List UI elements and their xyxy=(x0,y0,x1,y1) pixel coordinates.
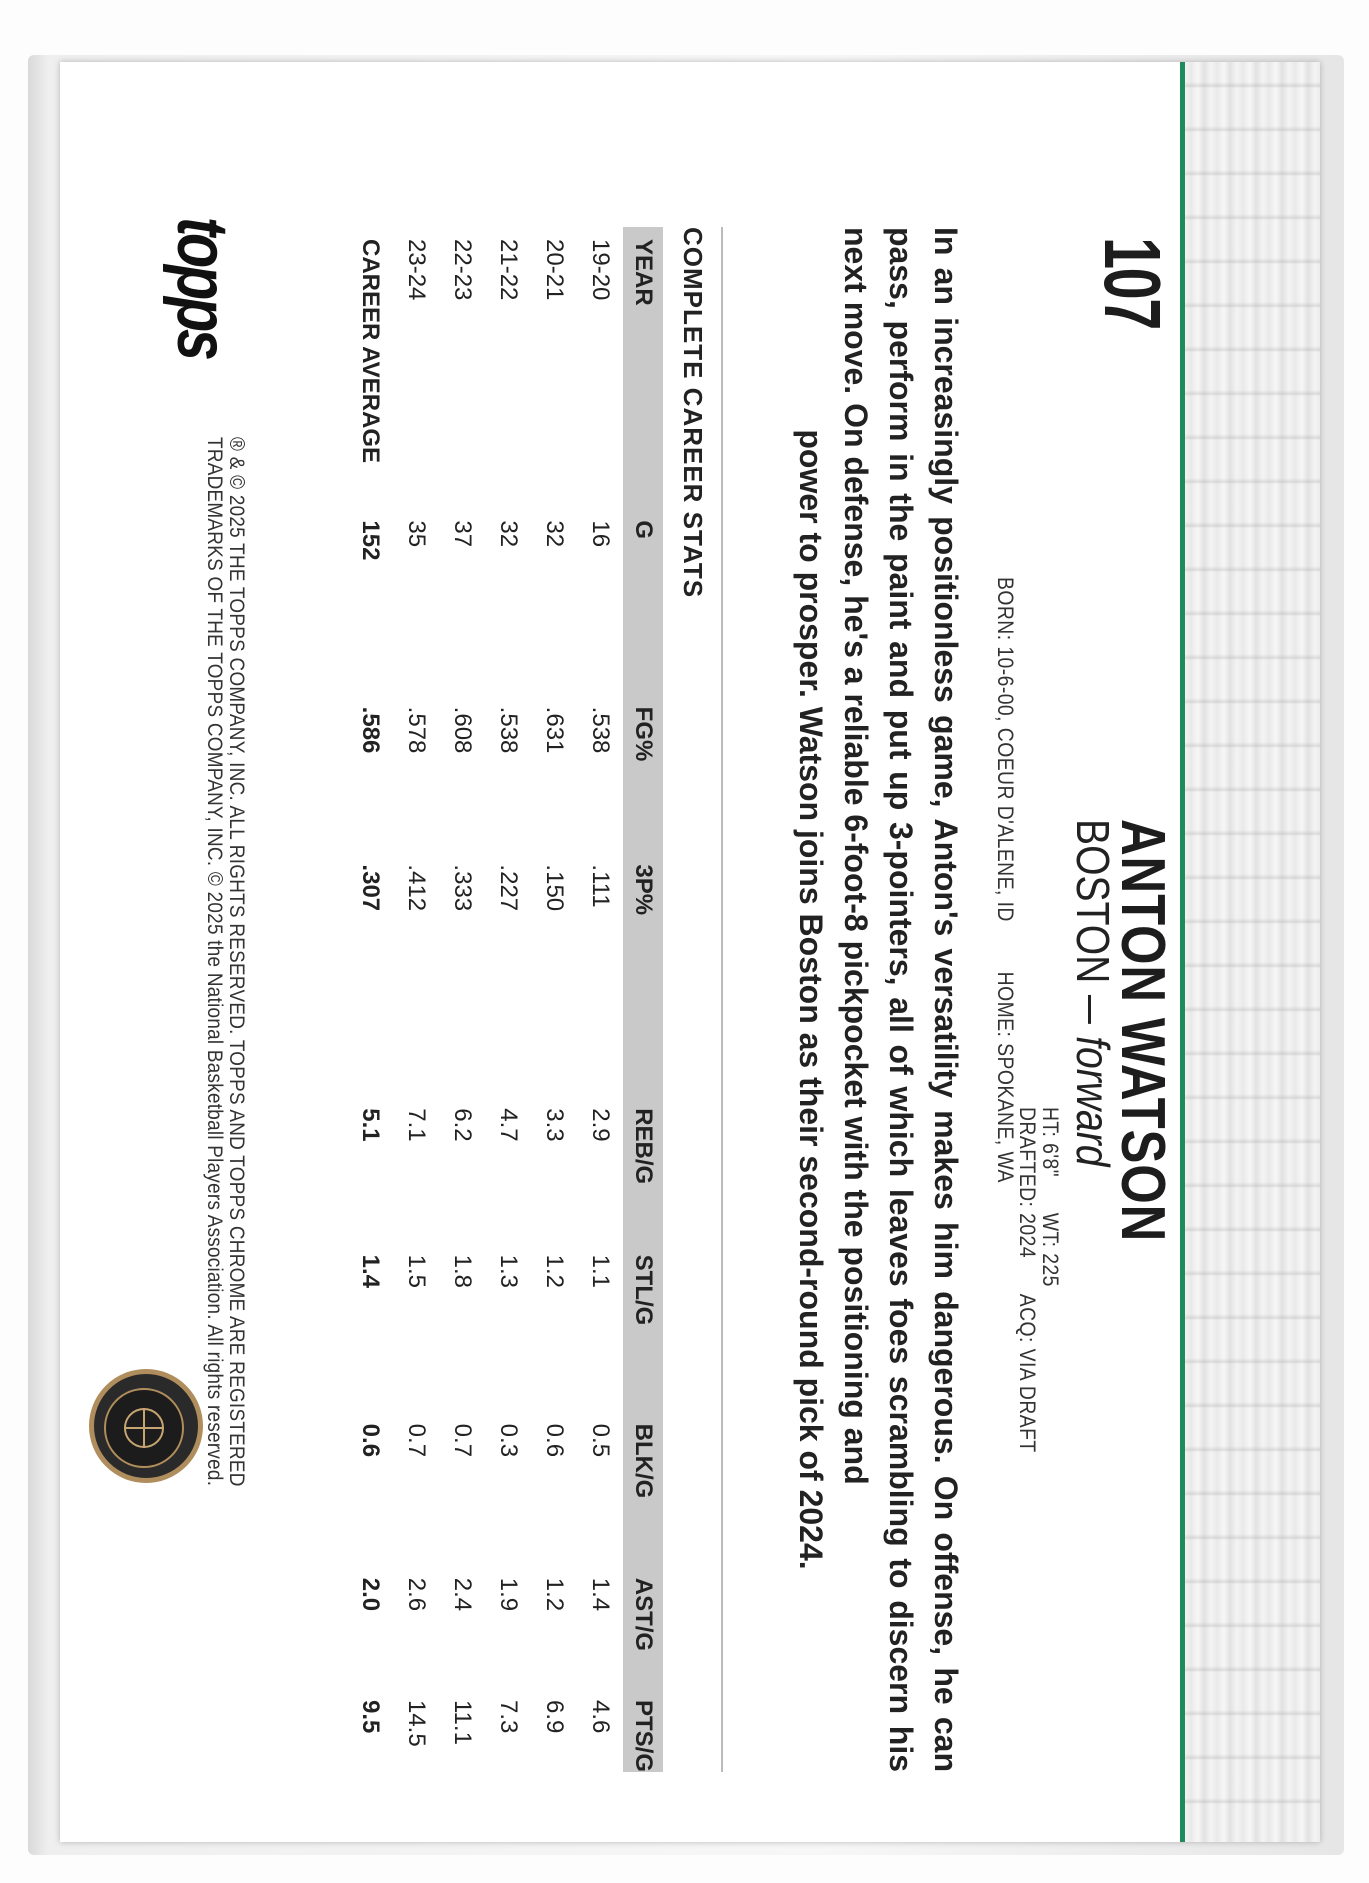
cell: 2.6 xyxy=(403,1577,430,1612)
cell: 32 xyxy=(495,520,522,548)
seal-inner-ring xyxy=(104,1388,184,1468)
cell: 7.3 xyxy=(495,1699,522,1734)
cell: 37 xyxy=(449,520,476,548)
cell: 1.5 xyxy=(403,1254,430,1289)
cell: 1.9 xyxy=(495,1577,522,1612)
header-pts: PTS/G xyxy=(623,1688,663,1772)
cell: 7.1 xyxy=(403,1108,430,1142)
header-year: YEAR xyxy=(623,227,663,508)
wood-grain-border xyxy=(1185,62,1320,1842)
cell: .631 xyxy=(541,706,568,754)
header-blk: BLK/G xyxy=(623,1412,663,1566)
cell: 5.1 xyxy=(357,1108,384,1142)
separator-dash xyxy=(1088,995,1091,1024)
cell: 152 xyxy=(357,520,384,561)
cell: 1.8 xyxy=(449,1254,476,1289)
basketball-icon xyxy=(124,1408,164,1448)
header-g: G xyxy=(623,508,663,694)
stats-divider xyxy=(721,227,723,1772)
cell: 4.7 xyxy=(495,1108,522,1142)
cell: .538 xyxy=(495,706,522,754)
cell: 1.2 xyxy=(541,1254,568,1289)
career-stats-table xyxy=(347,227,663,1772)
stats-header-row xyxy=(623,227,663,1772)
cell: 0.3 xyxy=(495,1423,522,1458)
player-description xyxy=(788,227,968,1772)
cell: .608 xyxy=(449,706,476,754)
topps-logo: topps xyxy=(162,217,242,358)
bio-height: HT: 6'8" xyxy=(1038,1107,1063,1178)
header-reb: REB/G xyxy=(623,1096,663,1242)
bio-line-3 xyxy=(992,577,1018,1227)
player-name: ANTON WATSON xyxy=(1108,819,1177,1243)
cell: 3.3 xyxy=(541,1108,568,1142)
header-stl: STL/G xyxy=(623,1243,663,1412)
cell: 16 xyxy=(587,520,614,548)
cell: 0.5 xyxy=(587,1423,614,1458)
bio-drafted: DRAFTED: 2024 xyxy=(1015,1107,1040,1258)
cell: 6.9 xyxy=(541,1699,568,1734)
cell: .412 xyxy=(403,864,430,912)
cell: .333 xyxy=(449,864,476,912)
bio-born: BORN: 10-6-00, COEUR D'ALENE, ID xyxy=(993,577,1018,922)
cell: 2.0 xyxy=(357,1577,384,1612)
cell: 23-24 xyxy=(403,239,430,301)
bio-acquired: ACQ: VIA DRAFT xyxy=(1015,1293,1040,1453)
cell: CAREER AVERAGE xyxy=(357,239,384,464)
stats-title: COMPLETE CAREER STATS xyxy=(678,227,708,599)
career-average-row xyxy=(347,227,393,1772)
bio-weight: WT: 225 xyxy=(1038,1212,1063,1287)
cell: 1.1 xyxy=(587,1254,614,1289)
team-position-line xyxy=(1066,819,1120,1166)
header-3p: 3P% xyxy=(623,852,663,1096)
cell: 11.1 xyxy=(449,1699,476,1745)
cell: 9.5 xyxy=(357,1699,384,1734)
card-number: 107 xyxy=(1088,237,1177,329)
cell: 21-22 xyxy=(495,239,522,301)
cell: 1.2 xyxy=(541,1577,568,1612)
team-name: BOSTON xyxy=(1067,819,1119,984)
cell: 6.2 xyxy=(449,1108,476,1142)
cell: .307 xyxy=(357,864,384,912)
cell: 0.7 xyxy=(449,1423,476,1458)
table-row xyxy=(485,227,531,1772)
cell: 0.6 xyxy=(541,1423,568,1458)
table-row xyxy=(577,227,623,1772)
cell: 20-21 xyxy=(541,239,568,301)
cell: 14.5 xyxy=(403,1699,430,1747)
table-row xyxy=(531,227,577,1772)
cell: 22-23 xyxy=(449,239,476,301)
copyright-line-1: ® & © 2025 THE TOPPS COMPANY, INC. ALL RIGHTS RESERVED. TOPPS AND TOPPS CHROME ARE REGISTERED xyxy=(225,437,248,1487)
cell: 2.9 xyxy=(587,1108,614,1142)
cell: 1.4 xyxy=(587,1577,614,1612)
cell: 0.6 xyxy=(357,1423,384,1458)
card-content xyxy=(88,107,1178,1807)
cell: 1.4 xyxy=(357,1254,384,1289)
cell: .538 xyxy=(587,706,614,754)
green-accent-line xyxy=(1180,62,1185,1842)
cell: .150 xyxy=(541,864,568,912)
cell: .227 xyxy=(495,864,522,912)
bio-home: HOME: SPOKANE, WA xyxy=(993,971,1018,1183)
cell: .578 xyxy=(403,706,430,754)
cell: 35 xyxy=(403,520,430,548)
table-row xyxy=(439,227,485,1772)
description-last-line: power to prosper. Watson joins Boston as their second-round pick of 2024. xyxy=(793,429,829,1570)
cell: 1.3 xyxy=(495,1254,522,1289)
trading-card-back xyxy=(60,62,1320,1842)
nbpa-seal-icon xyxy=(89,1369,203,1483)
cell: 4.6 xyxy=(587,1699,614,1734)
cell: .111 xyxy=(587,864,614,908)
description-main: In an increasingly positionless game, Anton's versatility makes him dangerous. On offense, he can pass, perform in the paint and put up 3-pointers, all of which leaves foes scrambling to discern his next move. On defense, he's a reliable 6-foot-8 pickpocket with the positioning and xyxy=(838,227,964,1772)
bio-line-1 xyxy=(1037,1107,1063,1317)
cell: 0.7 xyxy=(403,1423,430,1458)
cell: 19-20 xyxy=(587,239,614,301)
cell: .586 xyxy=(357,706,384,754)
copyright-line-2: TRADEMARKS OF THE TOPPS COMPANY, INC. © 2025 the National Basketball Players Association. All rights reserved. xyxy=(203,437,226,1487)
header-fg: FG% xyxy=(623,695,663,853)
table-row xyxy=(393,227,439,1772)
header-ast: AST/G xyxy=(623,1566,663,1688)
cell: 2.4 xyxy=(449,1577,476,1612)
cell: 32 xyxy=(541,520,568,548)
player-position: forward xyxy=(1067,1036,1119,1167)
